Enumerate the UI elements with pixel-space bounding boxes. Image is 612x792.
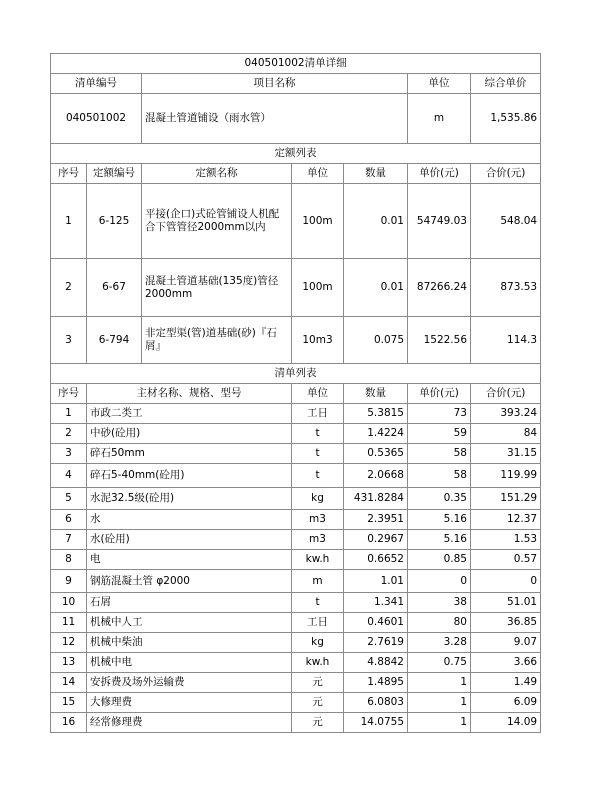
- quota-total: 873.53: [471, 259, 541, 317]
- bill-unit-price: 1: [408, 693, 471, 713]
- quota-header-cell: 数量: [344, 164, 408, 184]
- bill-row: [51, 530, 541, 550]
- bill-unit: t: [292, 464, 344, 488]
- bill-qty: 1.01: [344, 570, 408, 593]
- bill-material: 钢筋混凝土管 φ2000: [87, 570, 292, 593]
- bill-unit: t: [292, 424, 344, 444]
- quota-header-cell: 定额名称: [142, 164, 292, 184]
- bill-unit: kw.h: [292, 653, 344, 673]
- bill-row: [51, 488, 541, 510]
- bill-material: 水: [87, 510, 292, 530]
- quota-unit: 10m3: [292, 317, 344, 364]
- bill-qty: 0.5365: [344, 444, 408, 464]
- bill-material: 电: [87, 550, 292, 570]
- header-unit: 单位: [408, 74, 471, 94]
- item-header-row: [51, 74, 541, 94]
- quota-row: [51, 184, 541, 259]
- bill-unit: m3: [292, 510, 344, 530]
- bill-total: 12.37: [471, 510, 541, 530]
- bill-unit-price: 58: [408, 444, 471, 464]
- bill-row: [51, 653, 541, 673]
- bill-index: 6: [51, 510, 87, 530]
- quota-header-row: [51, 164, 541, 184]
- bill-unit-price: 59: [408, 424, 471, 444]
- header-name: 项目名称: [142, 74, 408, 94]
- bill-unit-price: 1: [408, 673, 471, 693]
- bill-row: [51, 673, 541, 693]
- bill-unit: 工日: [292, 404, 344, 424]
- bill-qty: 6.0803: [344, 693, 408, 713]
- bill-qty: 1.4895: [344, 673, 408, 693]
- item-row: [51, 94, 541, 144]
- bill-unit-price: 0.35: [408, 488, 471, 510]
- bill-index: 7: [51, 530, 87, 550]
- bill-unit: m: [292, 570, 344, 593]
- bill-qty: 0.4601: [344, 613, 408, 633]
- quota-unit-price: 54749.03: [408, 184, 471, 259]
- bill-index: 14: [51, 673, 87, 693]
- bill-total: 14.09: [471, 713, 541, 733]
- quota-unit: 100m: [292, 259, 344, 317]
- item-price: 1,535.86: [471, 94, 541, 144]
- quota-index: 1: [51, 184, 87, 259]
- bill-qty: 1.4224: [344, 424, 408, 444]
- bill-qty: 0.6652: [344, 550, 408, 570]
- quota-unit: 100m: [292, 184, 344, 259]
- bill-total: 393.24: [471, 404, 541, 424]
- bill-row: [51, 633, 541, 653]
- bill-unit: t: [292, 444, 344, 464]
- bill-row: [51, 693, 541, 713]
- bill-total: 1.53: [471, 530, 541, 550]
- quota-header-cell: 单位: [292, 164, 344, 184]
- bill-row: [51, 593, 541, 613]
- table-title: 040501002清单详细: [51, 54, 541, 74]
- bill-qty: 0.2967: [344, 530, 408, 550]
- quota-unit-price: 87266.24: [408, 259, 471, 317]
- bill-index: 1: [51, 404, 87, 424]
- bill-header-cell: 单价(元): [408, 384, 471, 404]
- bill-row: [51, 570, 541, 593]
- bill-unit-price: 38: [408, 593, 471, 613]
- bill-unit: kg: [292, 633, 344, 653]
- quota-qty: 0.01: [344, 259, 408, 317]
- bill-qty: 14.0755: [344, 713, 408, 733]
- bill-material: 经常修理费: [87, 713, 292, 733]
- bill-material: 安拆费及场外运输费: [87, 673, 292, 693]
- bill-index: 12: [51, 633, 87, 653]
- bill-index: 4: [51, 464, 87, 488]
- bill-unit-price: 0: [408, 570, 471, 593]
- quota-index: 2: [51, 259, 87, 317]
- bill-material: 石屑: [87, 593, 292, 613]
- bill-total: 36.85: [471, 613, 541, 633]
- bill-unit: 元: [292, 713, 344, 733]
- bill-total: 1.49: [471, 673, 541, 693]
- bill-unit-price: 5.16: [408, 530, 471, 550]
- quota-row: [51, 317, 541, 364]
- bill-unit: 工日: [292, 613, 344, 633]
- bill-unit-price: 73: [408, 404, 471, 424]
- bill-header-row: [51, 384, 541, 404]
- quota-total: 548.04: [471, 184, 541, 259]
- quota-name: 平接(企口)式砼管铺设人机配合下管管径2000mm以内: [142, 184, 292, 259]
- bill-header-cell: 单位: [292, 384, 344, 404]
- bill-total: 31.15: [471, 444, 541, 464]
- bill-material: 机械中人工: [87, 613, 292, 633]
- quota-code: 6-794: [87, 317, 142, 364]
- bill-total: 51.01: [471, 593, 541, 613]
- bill-header-cell: 序号: [51, 384, 87, 404]
- bill-index: 16: [51, 713, 87, 733]
- bill-qty: 431.8284: [344, 488, 408, 510]
- bill-material: 大修理费: [87, 693, 292, 713]
- bill-total: 0.57: [471, 550, 541, 570]
- bill-index: 11: [51, 613, 87, 633]
- header-code: 清单编号: [51, 74, 142, 94]
- bill-total: 151.29: [471, 488, 541, 510]
- bill-row: [51, 613, 541, 633]
- bill-index: 8: [51, 550, 87, 570]
- bill-qty: 5.3815: [344, 404, 408, 424]
- bill-index: 2: [51, 424, 87, 444]
- bill-total: 0: [471, 570, 541, 593]
- bill-material: 中砂(砼用): [87, 424, 292, 444]
- bill-material: 机械中柴油: [87, 633, 292, 653]
- bill-rows: [51, 404, 541, 733]
- quota-total: 114.3: [471, 317, 541, 364]
- bill-unit-price: 0.75: [408, 653, 471, 673]
- bill-index: 15: [51, 693, 87, 713]
- bill-index: 13: [51, 653, 87, 673]
- bill-qty: 1.341: [344, 593, 408, 613]
- header-price: 综合单价: [471, 74, 541, 94]
- bill-row: [51, 404, 541, 424]
- bill-material: 机械中电: [87, 653, 292, 673]
- quota-row: [51, 259, 541, 317]
- quota-code: 6-125: [87, 184, 142, 259]
- quota-index: 3: [51, 317, 87, 364]
- quota-code: 6-67: [87, 259, 142, 317]
- bill-unit: kg: [292, 488, 344, 510]
- bill-row: [51, 713, 541, 733]
- bill-total: 119.99: [471, 464, 541, 488]
- quota-header-cell: 单价(元): [408, 164, 471, 184]
- quota-header-cell: 序号: [51, 164, 87, 184]
- item-unit: m: [408, 94, 471, 144]
- quota-qty: 0.01: [344, 184, 408, 259]
- bill-total: 84: [471, 424, 541, 444]
- bill-qty: 2.0668: [344, 464, 408, 488]
- bill-unit: kw.h: [292, 550, 344, 570]
- bill-total: 3.66: [471, 653, 541, 673]
- bill-unit-price: 5.16: [408, 510, 471, 530]
- bill-total: 6.09: [471, 693, 541, 713]
- bill-row: [51, 510, 541, 530]
- bill-material: 碎石5-40mm(砼用): [87, 464, 292, 488]
- bill-unit: 元: [292, 673, 344, 693]
- bill-unit: t: [292, 593, 344, 613]
- bill-qty: 4.8842: [344, 653, 408, 673]
- bill-material: 碎石50mm: [87, 444, 292, 464]
- bill-material: 水泥32.5级(砼用): [87, 488, 292, 510]
- bill-index: 3: [51, 444, 87, 464]
- bill-section-title: 清单列表: [51, 364, 541, 384]
- bill-row: [51, 464, 541, 488]
- bill-header-cell: 主材名称、规格、型号: [87, 384, 292, 404]
- bill-unit-price: 0.85: [408, 550, 471, 570]
- bill-material: 水(砼用): [87, 530, 292, 550]
- quota-header-cell: 定额编号: [87, 164, 142, 184]
- bill-index: 10: [51, 593, 87, 613]
- bill-unit: 元: [292, 693, 344, 713]
- bill-header-cell: 合价(元): [471, 384, 541, 404]
- item-name: 混凝土管道铺设（雨水管）: [142, 94, 408, 144]
- bill-qty: 2.3951: [344, 510, 408, 530]
- quota-header-cell: 合价(元): [471, 164, 541, 184]
- bill-unit: m3: [292, 530, 344, 550]
- quota-qty: 0.075: [344, 317, 408, 364]
- bill-row: [51, 424, 541, 444]
- bill-row: [51, 444, 541, 464]
- bill-unit-price: 1: [408, 713, 471, 733]
- quota-unit-price: 1522.56: [408, 317, 471, 364]
- bill-row: [51, 550, 541, 570]
- bill-detail-table: [50, 53, 541, 733]
- item-code: 040501002: [51, 94, 142, 144]
- bill-unit-price: 3.28: [408, 633, 471, 653]
- bill-index: 9: [51, 570, 87, 593]
- bill-header-cell: 数量: [344, 384, 408, 404]
- quota-section-title: 定额列表: [51, 144, 541, 164]
- bill-unit-price: 58: [408, 464, 471, 488]
- quota-name: 混凝土管道基础(135度)管径2000mm: [142, 259, 292, 317]
- bill-qty: 2.7619: [344, 633, 408, 653]
- quota-name: 非定型渠(管)道基础(砂)『石屑』: [142, 317, 292, 364]
- bill-unit-price: 80: [408, 613, 471, 633]
- bill-total: 9.07: [471, 633, 541, 653]
- bill-material: 市政二类工: [87, 404, 292, 424]
- bill-index: 5: [51, 488, 87, 510]
